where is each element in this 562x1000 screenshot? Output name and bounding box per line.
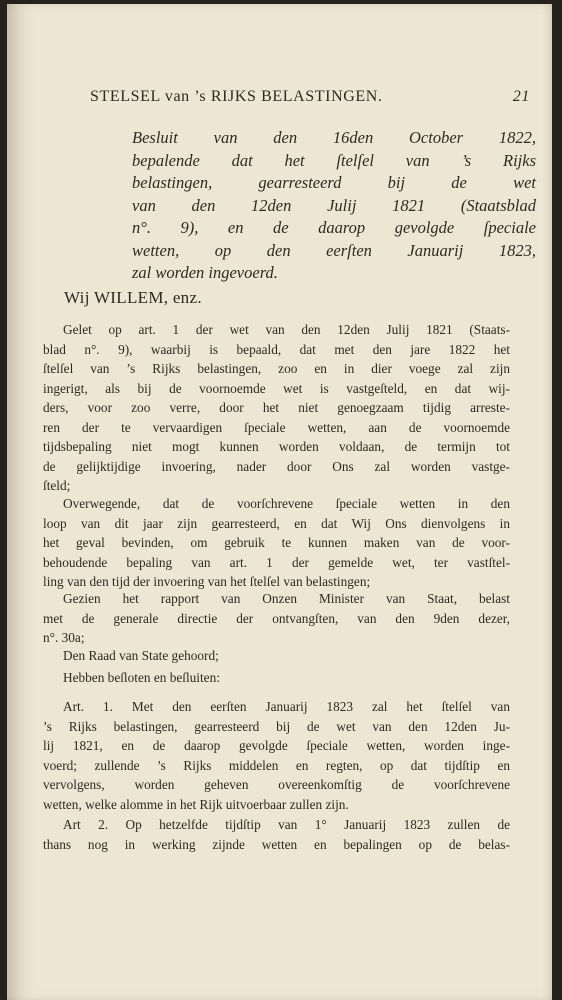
heading-line: van den 12den Julij 1821 (Staatsblad	[132, 195, 536, 215]
heading-line: bepalende dat het ſtelſel van ’s Rijks	[132, 150, 536, 170]
paragraph-gezien	[43, 589, 510, 648]
heading-line: belastingen, gearresteerd bij de wet	[132, 173, 536, 192]
paragraph-line: vervolgens, worden geheven overeenkomſtig de voorſchrevene	[43, 777, 510, 792]
raad-gehoord-line: Den Raad van State gehoord;	[63, 648, 219, 663]
heading-line: Besluit van den 16den October 1822,	[132, 128, 536, 147]
paragraph-line: Gelet op art. 1 der wet van den 12den Julij 1821 (Staats-	[63, 322, 510, 337]
heading-line: n°. 9), en de daarop gevolgde ſpeciale	[132, 218, 536, 237]
paragraph-line: ders, voor zoo verre, door het niet genoegzaam tijdig arreste-	[43, 400, 510, 415]
paragraph-line: ren der te vervaardigen ſpeciale wetten, aan de voornoemde	[43, 419, 510, 435]
paragraph-line: lij 1821, en de daarop gevolgde ſpeciale wetten, worden inge-	[43, 738, 510, 753]
article-2	[43, 815, 510, 854]
paragraph-line: behoudende bepaling van art. 1 der gemelde wet, ter vastſtel-	[43, 554, 510, 570]
book-page	[7, 4, 552, 1000]
paragraph-line: n°. 30a;	[43, 630, 85, 645]
paragraph-line: ſteld;	[43, 478, 71, 493]
paragraph-line: het geval bevinden, om gebruik te kunnen maken van de voor-	[43, 535, 510, 550]
paragraph-line: blad n°. 9), waarbij is bepaald, dat met den jare 1822 het	[43, 341, 510, 357]
page-number: 21	[512, 88, 530, 105]
paragraph-line: loop van dit jaar zijn gearresteerd, en dat Wij Ons dienvolgens in	[43, 515, 510, 531]
paragraph-line: ſtelſel van ’s Rijks belastingen, zoo en in dier voege zal zijn	[43, 361, 510, 376]
paragraph-overwegende	[43, 494, 510, 592]
paragraph-line: Art 2. Op hetzelfde tijdſtip van 1° Januarij 1823 zullen de	[63, 817, 510, 832]
paragraph-gelet	[43, 320, 510, 496]
paragraph-line: de gelijktijdige invoering, nader door Ons zal worden vastge-	[43, 458, 510, 474]
heading-line: wetten, op den eerſten Januarij 1823,	[132, 240, 536, 260]
paragraph-line: ingerigt, als bij de voornoemde wet is vastgeſteld, en dat wij-	[43, 380, 510, 396]
paragraph-line: Gezien het rapport van Onzen Minister van Staat, belast	[63, 591, 510, 606]
paragraph-line: ling van den tijd der invoering van het ſtelſel van belastingen;	[43, 574, 371, 589]
paragraph-line: Overwegende, dat de voorſchrevene ſpeciale wetten in den	[63, 496, 510, 511]
besloten-line: Hebben beſloten en beſluiten:	[63, 670, 220, 685]
decree-heading	[132, 127, 536, 285]
paragraph-line: Art. 1. Met den eerſten Januarij 1823 zal het ſtelſel van	[63, 699, 510, 714]
article-1	[43, 697, 510, 814]
paragraph-line: met de generale directie der ontvangſten, van den 9den dezer,	[43, 610, 510, 626]
paragraph-line: voerd; zullende ’s Rijks middelen en regten, op dat tijdſtip en	[43, 757, 510, 773]
paragraph-line: tijdsbepaling niet mogt kunnen worden voldaan, de termijn tot	[43, 439, 510, 454]
heading-line: zal worden ingevoerd.	[132, 263, 278, 282]
paragraph-line: thans nog in werking zijnde wetten en bepalingen op de belas-	[43, 836, 510, 852]
paragraph-line: wetten, welke alomme in het Rijk uitvoerbaar zullen zijn.	[43, 796, 349, 812]
salutation: Wij WILLEM, enz.	[64, 288, 202, 307]
running-head-title: STELSEL van ’s RIJKS BELASTINGEN.	[90, 88, 383, 105]
paragraph-line: ’s Rijks belastingen, gearresteerd bij de wet van den 12den Ju-	[43, 718, 510, 734]
